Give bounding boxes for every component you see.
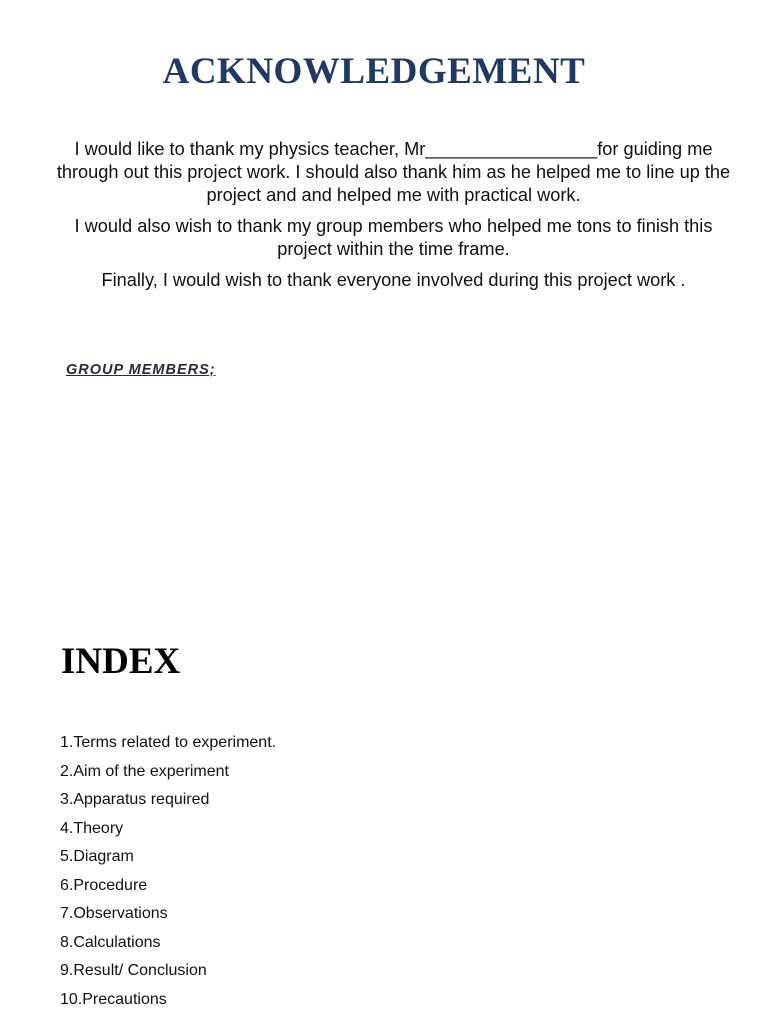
acknowledgement-body — [50, 138, 737, 300]
index-title: INDEX — [61, 641, 181, 682]
index-list — [60, 731, 276, 1016]
index-item: 9.Result/ Conclusion — [60, 962, 207, 979]
index-item: 1.Terms related to experiment. — [60, 734, 277, 751]
index-item: 3.Apparatus required — [60, 791, 210, 808]
acknowledgement-paragraph-3: Finally, I would wish to thank everyone involved during this project work . — [101, 270, 686, 290]
index-item: 4.Theory — [60, 819, 124, 837]
index-item: 8.Calculations — [60, 933, 161, 951]
index-item: 7.Observations — [60, 905, 168, 922]
group-members-label: GROUP MEMBERS; — [66, 362, 216, 378]
acknowledgement-paragraph-1: I would like to thank my physics teacher, Mr_________________for guiding me through out this project work. I should also thank him as he helped me to line up the project and and helped me with practical work. — [56, 139, 731, 205]
index-item: 6.Procedure — [60, 876, 148, 894]
index-item: 2.Aim of the experiment — [60, 762, 229, 780]
index-item: 5.Diagram — [60, 848, 134, 865]
index-item: 10.Precautions — [60, 990, 167, 1008]
acknowledgement-paragraph-2: I would also wish to thank my group members who helped me tons to finish this project within the time frame. — [74, 216, 713, 259]
acknowledgement-title: ACKNOWLEDGEMENT — [162, 51, 586, 92]
